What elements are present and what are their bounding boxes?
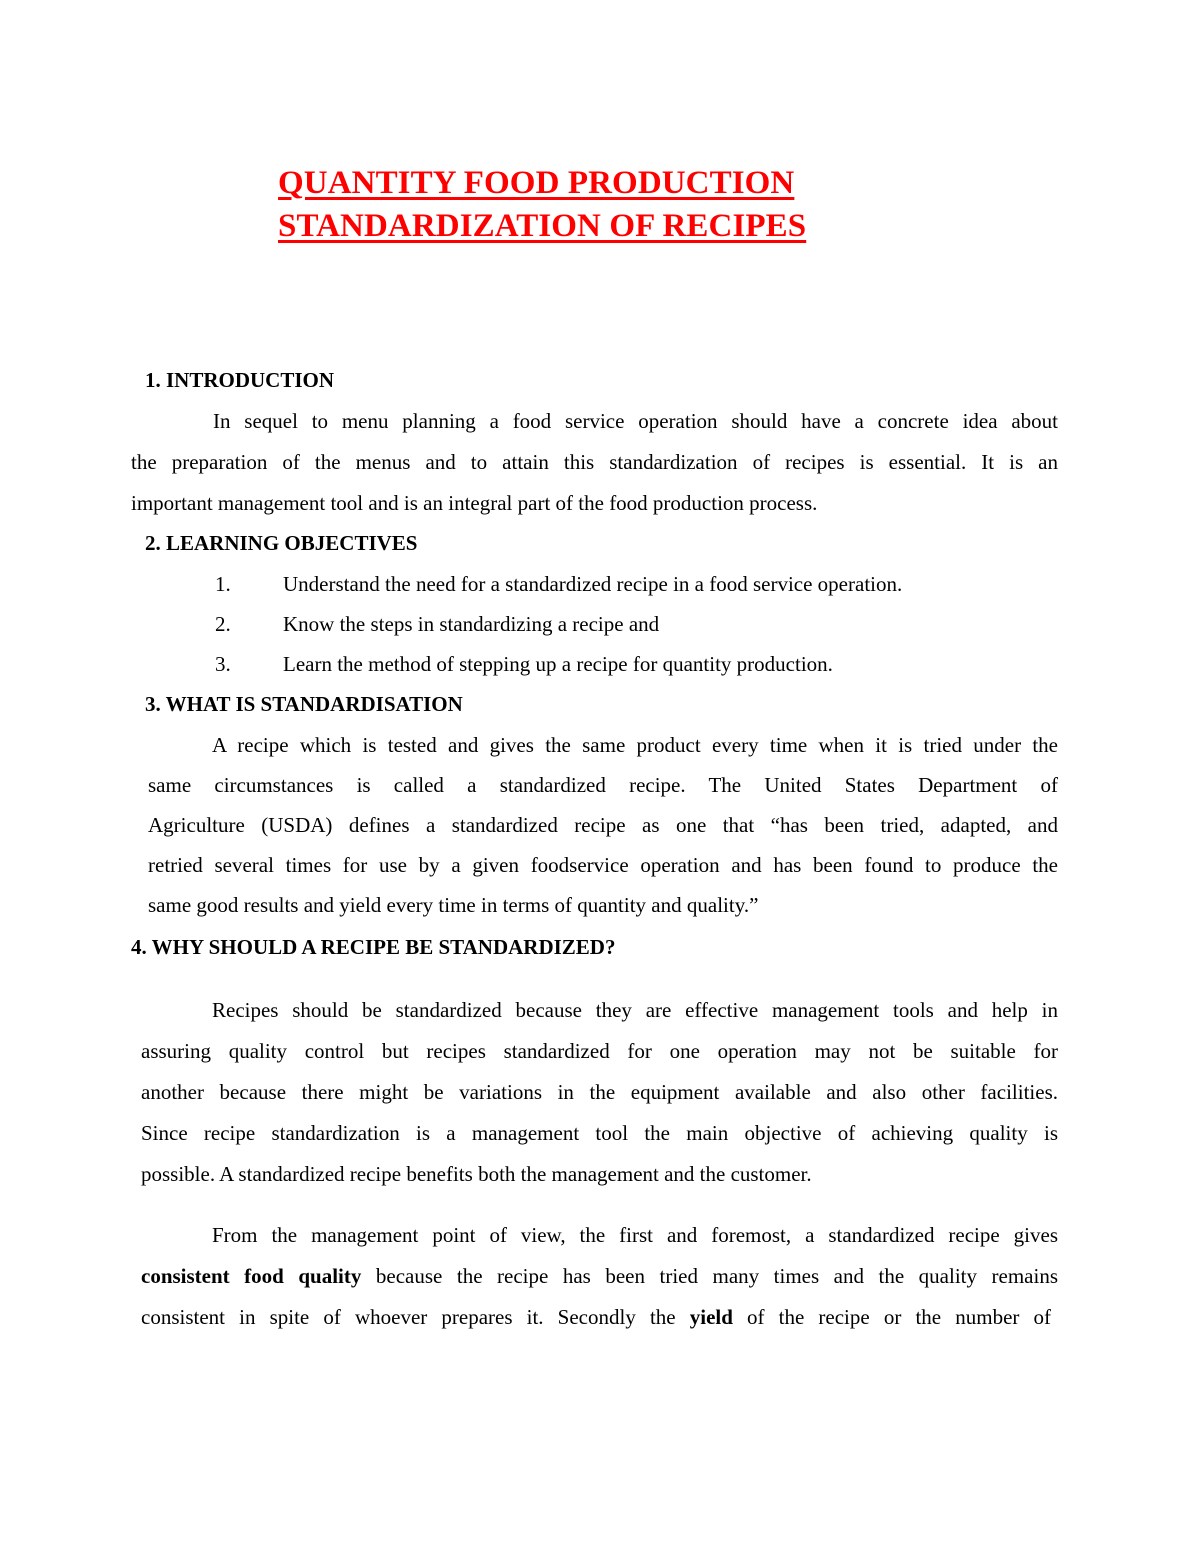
consistent-food-quality-bold: consistent food quality: [141, 1264, 362, 1288]
introduction-line-2: the preparation of the menus and to attain this standardization of recipes is essential. It is an: [131, 450, 1058, 474]
yield-bold: yield: [689, 1305, 733, 1329]
what-line-5: same good results and yield every time in terms of quantity and quality.”: [148, 893, 759, 917]
document-title-line-1: QUANTITY FOOD PRODUCTION: [278, 165, 795, 201]
objective-number-3: 3.: [215, 652, 231, 676]
why-para2-line-1: From the management point of view, the first and foremost, a standardized recipe gives: [212, 1223, 1058, 1247]
introduction-heading: 1. INTRODUCTION: [145, 368, 335, 392]
document-title-line-2: STANDARDIZATION OF RECIPES: [278, 208, 807, 244]
introduction-line-3: important management tool and is an integral part of the food production process.: [131, 491, 818, 515]
objective-number-1: 1.: [215, 572, 231, 596]
why-para1-line-2: assuring quality control but recipes standardized for one operation may not be suitable for: [141, 1039, 1058, 1063]
why-para1-line-5: possible. A standardized recipe benefits both the management and the customer.: [141, 1162, 812, 1186]
why-heading: 4. WHY SHOULD A RECIPE BE STANDARDIZED?: [131, 935, 616, 959]
why-para1-line-3: another because there might be variations in the equipment available and also other facilities.: [141, 1080, 1058, 1104]
why-para1-line-1: Recipes should be standardized because they are effective management tools and help in: [212, 998, 1058, 1022]
introduction-line-1: In sequel to menu planning a food service operation should have a concrete idea about: [213, 409, 1058, 433]
what-heading: 3. WHAT IS STANDARDISATION: [145, 692, 463, 716]
why-para2-line-3: [141, 1307, 1051, 1328]
why-para2-line-3-b: of the recipe or the number of: [747, 1305, 1051, 1329]
why-para2-line-2: [141, 1266, 1058, 1287]
why-para1-line-4: Since recipe standardization is a management tool the main objective of achieving quality is: [141, 1121, 1058, 1145]
why-para2-line-2-rest: because the recipe has been tried many times and the quality remains: [375, 1264, 1059, 1288]
what-line-3: Agriculture (USDA) defines a standardized recipe as one that “has been tried, adapted, and: [148, 813, 1058, 837]
what-line-1: A recipe which is tested and gives the same product every time when it is tried under the: [212, 733, 1058, 757]
objective-text-2: Know the steps in standardizing a recipe and: [283, 612, 660, 636]
what-line-4: retried several times for use by a given foodservice operation and has been found to produce the: [148, 853, 1058, 877]
why-para2-line-3-a: consistent in spite of whoever prepares it. Secondly the: [141, 1305, 676, 1329]
objectives-heading: 2. LEARNING OBJECTIVES: [145, 531, 418, 555]
objective-number-2: 2.: [215, 612, 231, 636]
objective-text-3: Learn the method of stepping up a recipe for quantity production.: [283, 652, 833, 676]
what-line-2: same circumstances is called a standardized recipe. The United States Department of: [148, 773, 1058, 797]
objective-text-1: Understand the need for a standardized recipe in a food service operation.: [283, 572, 903, 596]
